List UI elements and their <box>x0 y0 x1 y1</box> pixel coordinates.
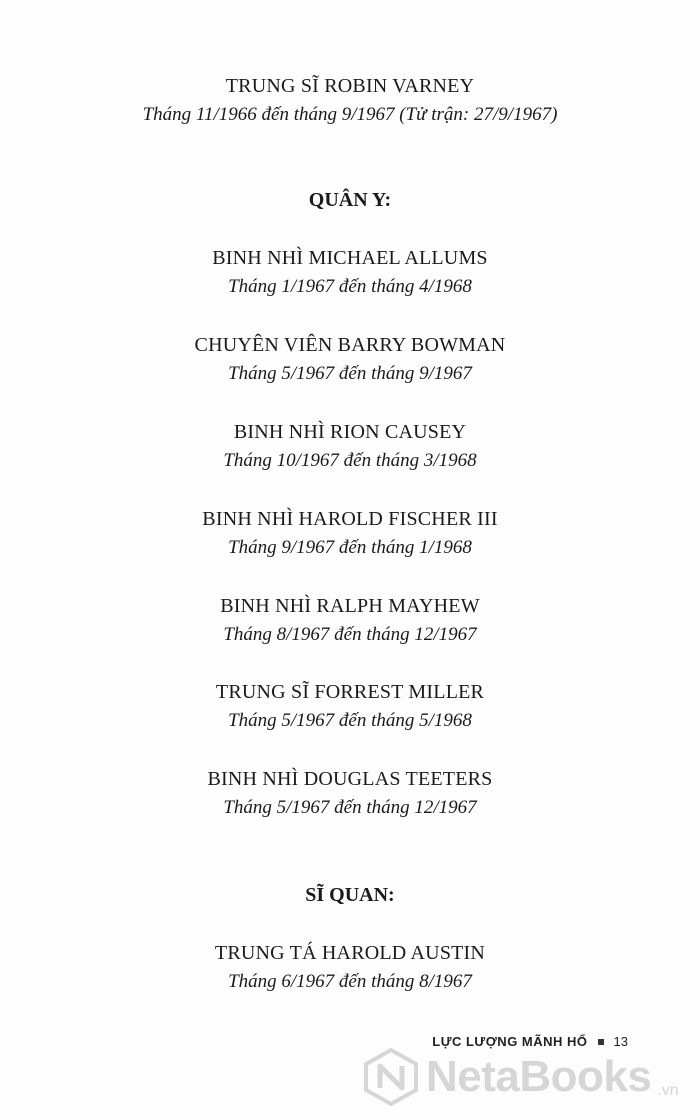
roster-entry <box>0 333 700 386</box>
watermark <box>362 1048 679 1106</box>
section-heading-medic: QUÂN Y: <box>308 189 392 211</box>
roster-entry <box>0 680 700 733</box>
entry-name: CHUYÊN VIÊN BARRY BOWMAN <box>194 334 506 356</box>
page-number: 13 <box>613 1034 628 1049</box>
netabooks-logo-icon <box>362 1048 420 1106</box>
entry-period: Tháng 8/1967 đến tháng 12/1967 <box>223 624 477 645</box>
entry-name: TRUNG TÁ HAROLD AUSTIN <box>214 942 486 964</box>
running-footer <box>432 1034 628 1049</box>
entry-name: BINH NHÌ MICHAEL ALLUMS <box>212 247 488 269</box>
entry-period: Tháng 1/1967 đến tháng 4/1968 <box>228 276 472 297</box>
watermark-suffix: .vn <box>657 1082 679 1099</box>
roster-entry <box>0 767 700 820</box>
entry-name: TRUNG SĨ ROBIN VARNEY <box>225 75 475 97</box>
entry-name: BINH NHÌ DOUGLAS TEETERS <box>207 768 493 790</box>
section-heading-officer: SĨ QUAN: <box>305 884 395 906</box>
entry-period: Tháng 5/1967 đến tháng 12/1967 <box>223 797 477 818</box>
roster-entry <box>0 594 700 647</box>
entry-name: BINH NHÌ RION CAUSEY <box>233 421 467 443</box>
roster-entry <box>0 246 700 299</box>
square-bullet-icon <box>598 1039 604 1045</box>
roster-entry <box>0 507 700 560</box>
entry-period: Tháng 10/1967 đến tháng 3/1968 <box>223 450 477 471</box>
entry-period: Tháng 6/1967 đến tháng 8/1967 <box>228 971 472 992</box>
entry-period: Tháng 9/1967 đến tháng 1/1968 <box>228 537 472 558</box>
entry-period: Tháng 11/1966 đến tháng 9/1967 (Tử trận: 27/9/1967) <box>142 104 558 125</box>
entry-period: Tháng 5/1967 đến tháng 9/1967 <box>228 363 472 384</box>
entry-period: Tháng 5/1967 đến tháng 5/1968 <box>228 710 472 731</box>
entry-name: BINH NHÌ RALPH MAYHEW <box>220 595 480 617</box>
entry-name: BINH NHÌ HAROLD FISCHER III <box>202 508 498 530</box>
roster-entry <box>0 74 700 127</box>
watermark-text: NetaBooks <box>426 1052 652 1101</box>
roster-entry <box>0 420 700 473</box>
footer-book-title: LỰC LƯỢNG MÃNH HỔ <box>432 1034 588 1049</box>
entry-name: TRUNG SĨ FORREST MILLER <box>215 681 485 703</box>
roster-entry <box>0 941 700 994</box>
